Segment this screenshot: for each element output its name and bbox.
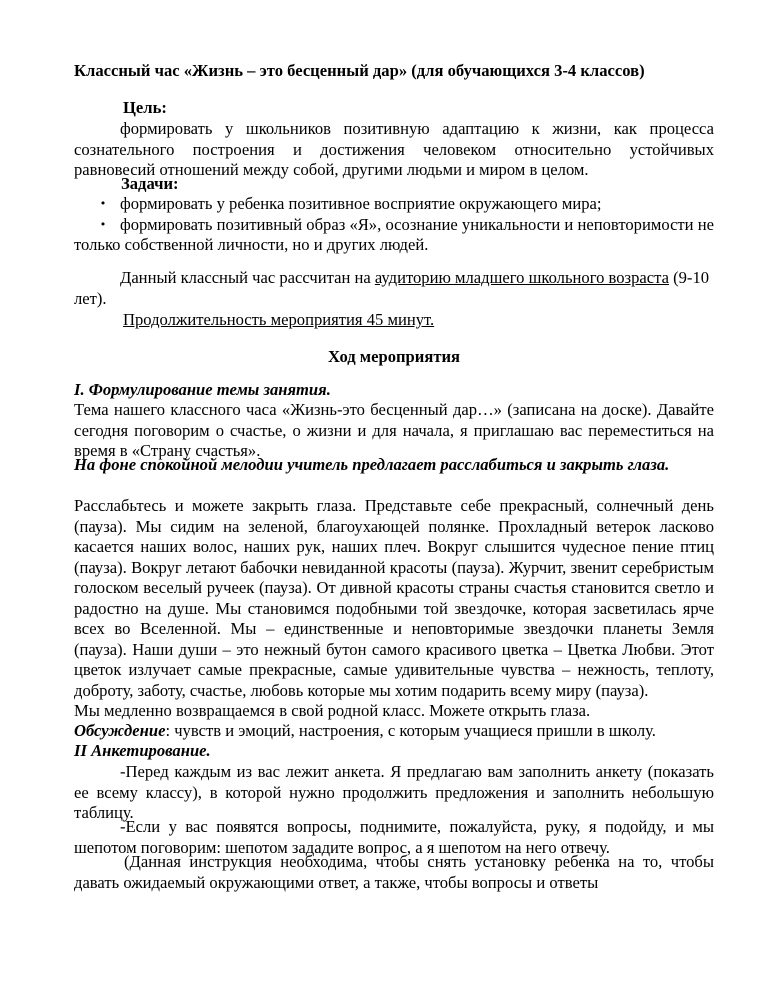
section2-paragraph-2: -Если у вас появятся вопросы, поднимите, пожалуйста, руку, я подойду, и мы шепотом поговорим: шепотом зададите вопрос, а я шепотом на него отвечу. — [74, 817, 714, 857]
section1-heading: I. Формулирование темы занятия. — [74, 380, 331, 399]
tasks-heading: Задачи: — [121, 174, 179, 193]
task-item — [74, 215, 714, 256]
relaxation-text: Расслабьтесь и можете закрыть глаза. Представьте себе прекрасный, солнечный день (пауза). Мы сидим на зеленой, благоухающей полянке. Прохладный ветерок ласково касается наших волос, наших рук, наших плеч. Вокруг слышится чудесное пение птиц (пауза). Вокруг летают бабочки невиданной красоты (пауза). Журчит, звенит серебристым голоском веселый ручеек (пауза). От дивной красоты страны счастья становится светло и радостно на душе. Мы становимся подобными той звездочке, которая засветилась ярче всех во Вселенной. Мы – единственные и неповторимые звездочки планеты Земля (пауза). Наши души – это нежный бутон самого красивого цветка – Цветка Любви. Этот цветок излучает самые прекрасные, самые удивительные чувства – нежность, теплоту, доброту, заботу, счастье, любовь которые мы хотим подарить всему миру (пауза). — [74, 496, 714, 700]
document-title: Классный час «Жизнь – это бесценный дар» (для обучающихся 3-4 классов) — [74, 61, 645, 80]
audience-post: (9-10 лет). — [74, 268, 710, 308]
course-heading: Ход мероприятия — [327, 347, 461, 366]
task-text: формировать позитивный образ «Я», осознание уникальности и неповторимости не только собственной личности, но и других людей. — [74, 214, 714, 254]
section2-heading: II Анкетирование. — [74, 741, 211, 760]
tasks-list — [74, 194, 714, 256]
discussion-paragraph — [74, 721, 714, 742]
section1-instruction: На фоне спокойной мелодии учитель предлагает расслабиться и закрыть глаза. — [74, 455, 670, 474]
section2-paragraph-3: (Данная инструкция необходима, чтобы снять установку ребенка на то, чтобы давать ожидаемый окружающими ответ, а также, чтобы вопросы и ответы — [74, 852, 714, 892]
relaxation-block — [74, 496, 714, 722]
section1-text: Тема нашего классного часа «Жизнь-это бесценный дар…» (записана на доске). Давайте сегодня поговорим о счастье, о жизни и для начала, я приглашаю вас переместиться на время в «Страну счастья». — [74, 400, 714, 460]
audience-paragraph — [74, 268, 714, 309]
task-item — [74, 194, 714, 215]
discussion-text: : чувств и эмоций, настроения, с которым учащиеся пришли в школу. — [165, 721, 656, 740]
goal-heading: Цель: — [123, 98, 167, 117]
audience-pre: Данный классный час рассчитан на — [120, 268, 375, 287]
bullet-icon: • — [99, 217, 107, 231]
bullet-icon: • — [99, 197, 107, 210]
section2-paragraph-1: -Перед каждым из вас лежит анкета. Я предлагаю вам заполнить анкету (показать ее всему классу), в которой нужно продолжить предложения и заполнить небольшую таблицу. — [74, 762, 714, 822]
duration-text: Продолжительность мероприятия 45 минут. — [123, 310, 435, 329]
return-text: Мы медленно возвращаемся в свой родной класс. Можете открыть глаза. — [74, 701, 591, 720]
discussion-label: Обсуждение — [74, 721, 166, 740]
task-text: формировать у ребенка позитивное восприятие окружающего мира; — [120, 194, 602, 213]
goal-text: формировать у школьников позитивную адаптацию к жизни, как процесса сознательного построения и достижения человеком относительно устойчивых равновесий отношений между собой, другими людьми и миром в целом. — [74, 119, 714, 179]
audience-underlined: аудиторию младшего школьного возраста — [374, 268, 669, 287]
